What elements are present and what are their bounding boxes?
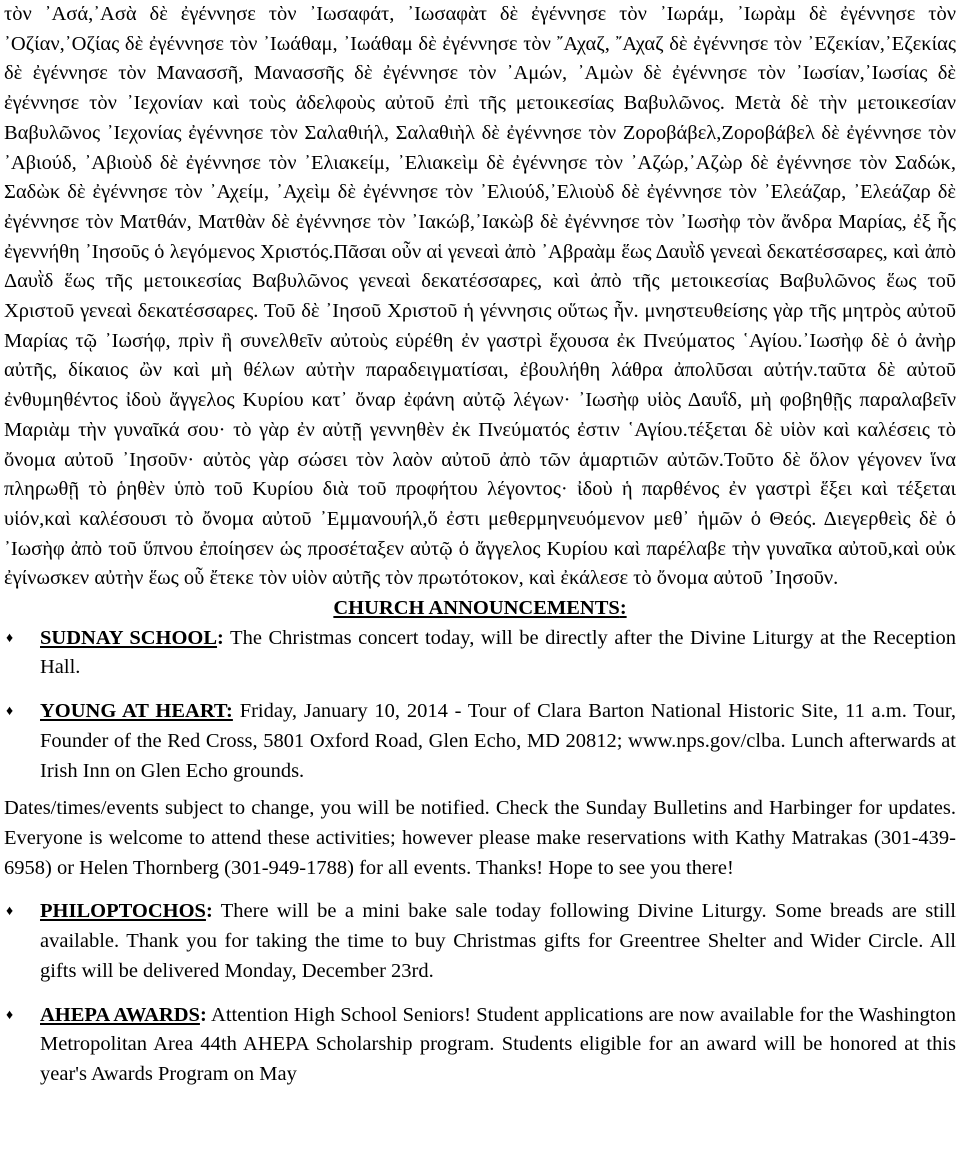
announcement-title: AHEPA AWARDS: [40, 1003, 200, 1026]
announcement-title-colon: :: [199, 1003, 207, 1026]
announcements-note: Dates/times/events subject to change, you will be notified. Check the Sunday Bulletins and Harbinger for updates. Everyone is welcome to attend these activities; however please make reservations with Kathy Matrakas (301-439-6958) or Helen Thornberg (301-949-1788) for all events. Thanks! Hope to see you there!: [4, 797, 956, 879]
announcement-title-colon: :: [205, 900, 213, 923]
scripture-passage: τὸν ᾿Ασά,᾿Ασὰ δὲ ἐγέννησε τὸν ᾿Ιωσαφάτ, ᾿Ιωσαφὰτ δὲ ἐγέννησε τὸν ᾿Ιωράμ, ᾿Ιωρὰμ δὲ ἐγέννησε τὸν ᾿Οζίαν,᾿Οζίας δὲ ἐγέννησε τὸν ᾿Ιωάθαμ, ᾿Ιωάθαμ δὲ ἐγέννησε τὸν ῎Αχαζ, ῎Αχαζ δὲ ἐγέννησε τὸν ᾿Εζεκίαν,᾿Εζεκίας δὲ ἐγέννησε τὸν Μανασσῆ, Μανασσῆς δὲ ἐγέννησε τὸν ᾿Αμών, ᾿Αμὼν δὲ ἐγέννησε τὸν ᾿Ιωσίαν,᾿Ιωσίας δὲ ἐγέννησε τὸν ᾿Ιεχονίαν καὶ τοὺς ἀδελφοὺς αὐτοῦ ἐπὶ τῆς μετοικεσίας Βαβυλῶνος. Μετὰ δὲ τὴν μετοικεσίαν Βαβυλῶνος ᾿Ιεχονίας ἐγέννησε τὸν Σαλαθιήλ, Σαλαθιὴλ δὲ ἐγέννησε τὸν Ζοροβάβελ,Ζοροβάβελ δὲ ἐγέννησε τὸν ᾿Αβιούδ, ᾿Αβιοὺδ δὲ ἐγέννησε τὸν ᾿Ελιακείμ, ᾿Ελιακεὶμ δὲ ἐγέννησε τὸν ᾿Αζώρ,᾿Αζὼρ δὲ ἐγέννησε τὸν Σαδώκ, Σαδὼκ δὲ ἐγέννησε τὸν ᾿Αχείμ, ᾿Αχεὶμ δὲ ἐγέννησε τὸν ᾿Ελιούδ,᾿Ελιοὺδ δὲ ἐγέννησε τὸν ᾿Ελεάζαρ, ᾿Ελεάζαρ δὲ ἐγέννησε τὸν Ματθάν, Ματθὰν δὲ ἐγέννησε τὸν ᾿Ιακώβ,᾿Ιακὼβ δὲ ἐγέννησε τὸν ᾿Ιωσὴφ τὸν ἄνδρα Μαρίας, ἐξ ἧς ἐγεννήθη ᾿Ιησοῦς ὁ λεγόμενος Χριστός.Πᾶσαι οὖν αἱ γενεαὶ ἀπὸ ᾿Αβραὰμ ἕως Δαυῒδ γενεαὶ δεκατέσσαρες, καὶ ἀπὸ Δαυῒδ ἕως τῆς μετοικεσίας Βαβυλῶνος γενεαὶ δεκατέσσαρες, καὶ ἀπὸ τῆς μετοικεσίας Βαβυλῶνος ἕως τοῦ Χριστοῦ γενεαὶ δεκατέσσαρες. Τοῦ δὲ ᾿Ιησοῦ Χριστοῦ ἡ γέννησις οὕτως ἦν. μνηστευθείσης γὰρ τῆς μητρὸς αὐτοῦ Μαρίας τῷ ᾿Ιωσήφ, πρὶν ἢ συνελθεῖν αὐτοὺς εὑρέθη ἐν γαστρὶ ἔχουσα ἐκ Πνεύματος ῾Αγίου.᾿Ιωσὴφ δὲ ὁ ἀνὴρ αὐτῆς, δίκαιος ὢν καὶ μὴ θέλων αὐτὴν παραδειγματίσαι, ἐβουλήθη λάθρα ἀπολῦσαι αὐτήν.ταῦτα δὲ αὐτοῦ ἐνθυμηθέντος ἰδοὺ ἄγγελος Κυρίου κατ᾿ ὄναρ ἐφάνη αὐτῷ λέγων· ᾿Ιωσὴφ υἱὸς Δαυΐδ, μὴ φοβηθῇς παραλαβεῖν Μαριὰμ τὴν γυναῖκά σου· τὸ γὰρ ἐν αὐτῇ γεννηθὲν ἐκ Πνεύματός ἐστιν ῾Αγίου.τέξεται δὲ υἱὸν καὶ καλέσεις τὸ ὄνομα αὐτοῦ ᾿Ιησοῦν· αὐτὸς γὰρ σώσει τὸν λαὸν αὐτοῦ ἀπὸ τῶν ἁμαρτιῶν αὐτῶν.Τοῦτο δὲ ὅλον γέγονεν ἵνα πληρωθῇ τὸ ῥηθὲν ὑπὸ τοῦ Κυρίου διὰ τοῦ προφήτου λέγοντος· ἰδοὺ ἡ παρθένος ἐν γαστρὶ ἕξει καὶ τέξεται υἱόν,καὶ καλέσουσι τὸ ὄνομα αὐτοῦ ᾿Εμμανουήλ,ὅ ἐστι μεθερμηνευόμενον μεθ᾿ ἡμῶν ὁ Θεός. Διεγερθεὶς δὲ ὁ ᾿Ιωσὴφ ἀπὸ τοῦ ὕπνου ἐποίησεν ὡς προσέταξεν αὐτῷ ὁ ἄγγελος Κυρίου καὶ παρέλαβε τὴν γυναῖκα αὐτοῦ,καὶ οὐκ ἐγίνωσκεν αὐτὴν ἕως οὗ ἔτεκε τὸν υἱὸν αὐτῆς τὸν πρωτότοκον, καὶ ἐκάλεσε τὸ ὄνομα αὐτοῦ ᾿Ιησοῦν.: [4, 3, 956, 590]
diamond-bullet-icon: ♦: [6, 704, 14, 720]
announcement-title: YOUNG AT HEART:: [40, 700, 233, 723]
announcements-heading: [4, 594, 956, 624]
announcements-heading-text: CHURCH ANNOUNCEMENTS: [333, 597, 620, 620]
announcement-text: There will be a mini bake sale today following Divine Liturgy. Some breads are still available. Thank you for taking the time to buy Christmas gifts for Greentree Shelter and Wider Circle. All gifts will be delivered Monday, December 23rd.: [40, 900, 956, 982]
diamond-bullet-icon: ♦: [6, 630, 14, 646]
announcements-heading-colon: :: [619, 597, 627, 620]
announcement-title: SUDNAY SCHOOL: [40, 626, 218, 649]
announcement-young-at-heart: [4, 697, 956, 786]
announcement-text: Attention High School Seniors! Student applications are now available for the Washington Metropolitan Area 44th AHEPA Scholarship program. Students eligible for an award will be honored at this year's Awards Program on May: [40, 1003, 956, 1085]
announcement-title-colon: :: [217, 626, 224, 649]
announcement-sunday-school: [4, 624, 956, 683]
diamond-bullet-icon: ♦: [6, 1007, 14, 1023]
announcement-ahepa-awards: [4, 1001, 956, 1090]
announcement-philoptochos: [4, 897, 956, 986]
announcement-title: PHILOPTOCHOS: [40, 900, 206, 923]
diamond-bullet-icon: ♦: [6, 904, 14, 920]
announcement-text: The Christmas concert today, will be directly after the Divine Liturgy at the Reception Hall.: [40, 626, 957, 679]
announcement-text: Friday, January 10, 2014 - Tour of Clara Barton National Historic Site, 11 a.m. Tour, Founder of the Red Cross, 5801 Oxford Road, Glen Echo, MD 20812; www.nps.gov/clba. Lunch afterwards at Irish Inn on Glen Echo grounds.: [40, 700, 956, 782]
